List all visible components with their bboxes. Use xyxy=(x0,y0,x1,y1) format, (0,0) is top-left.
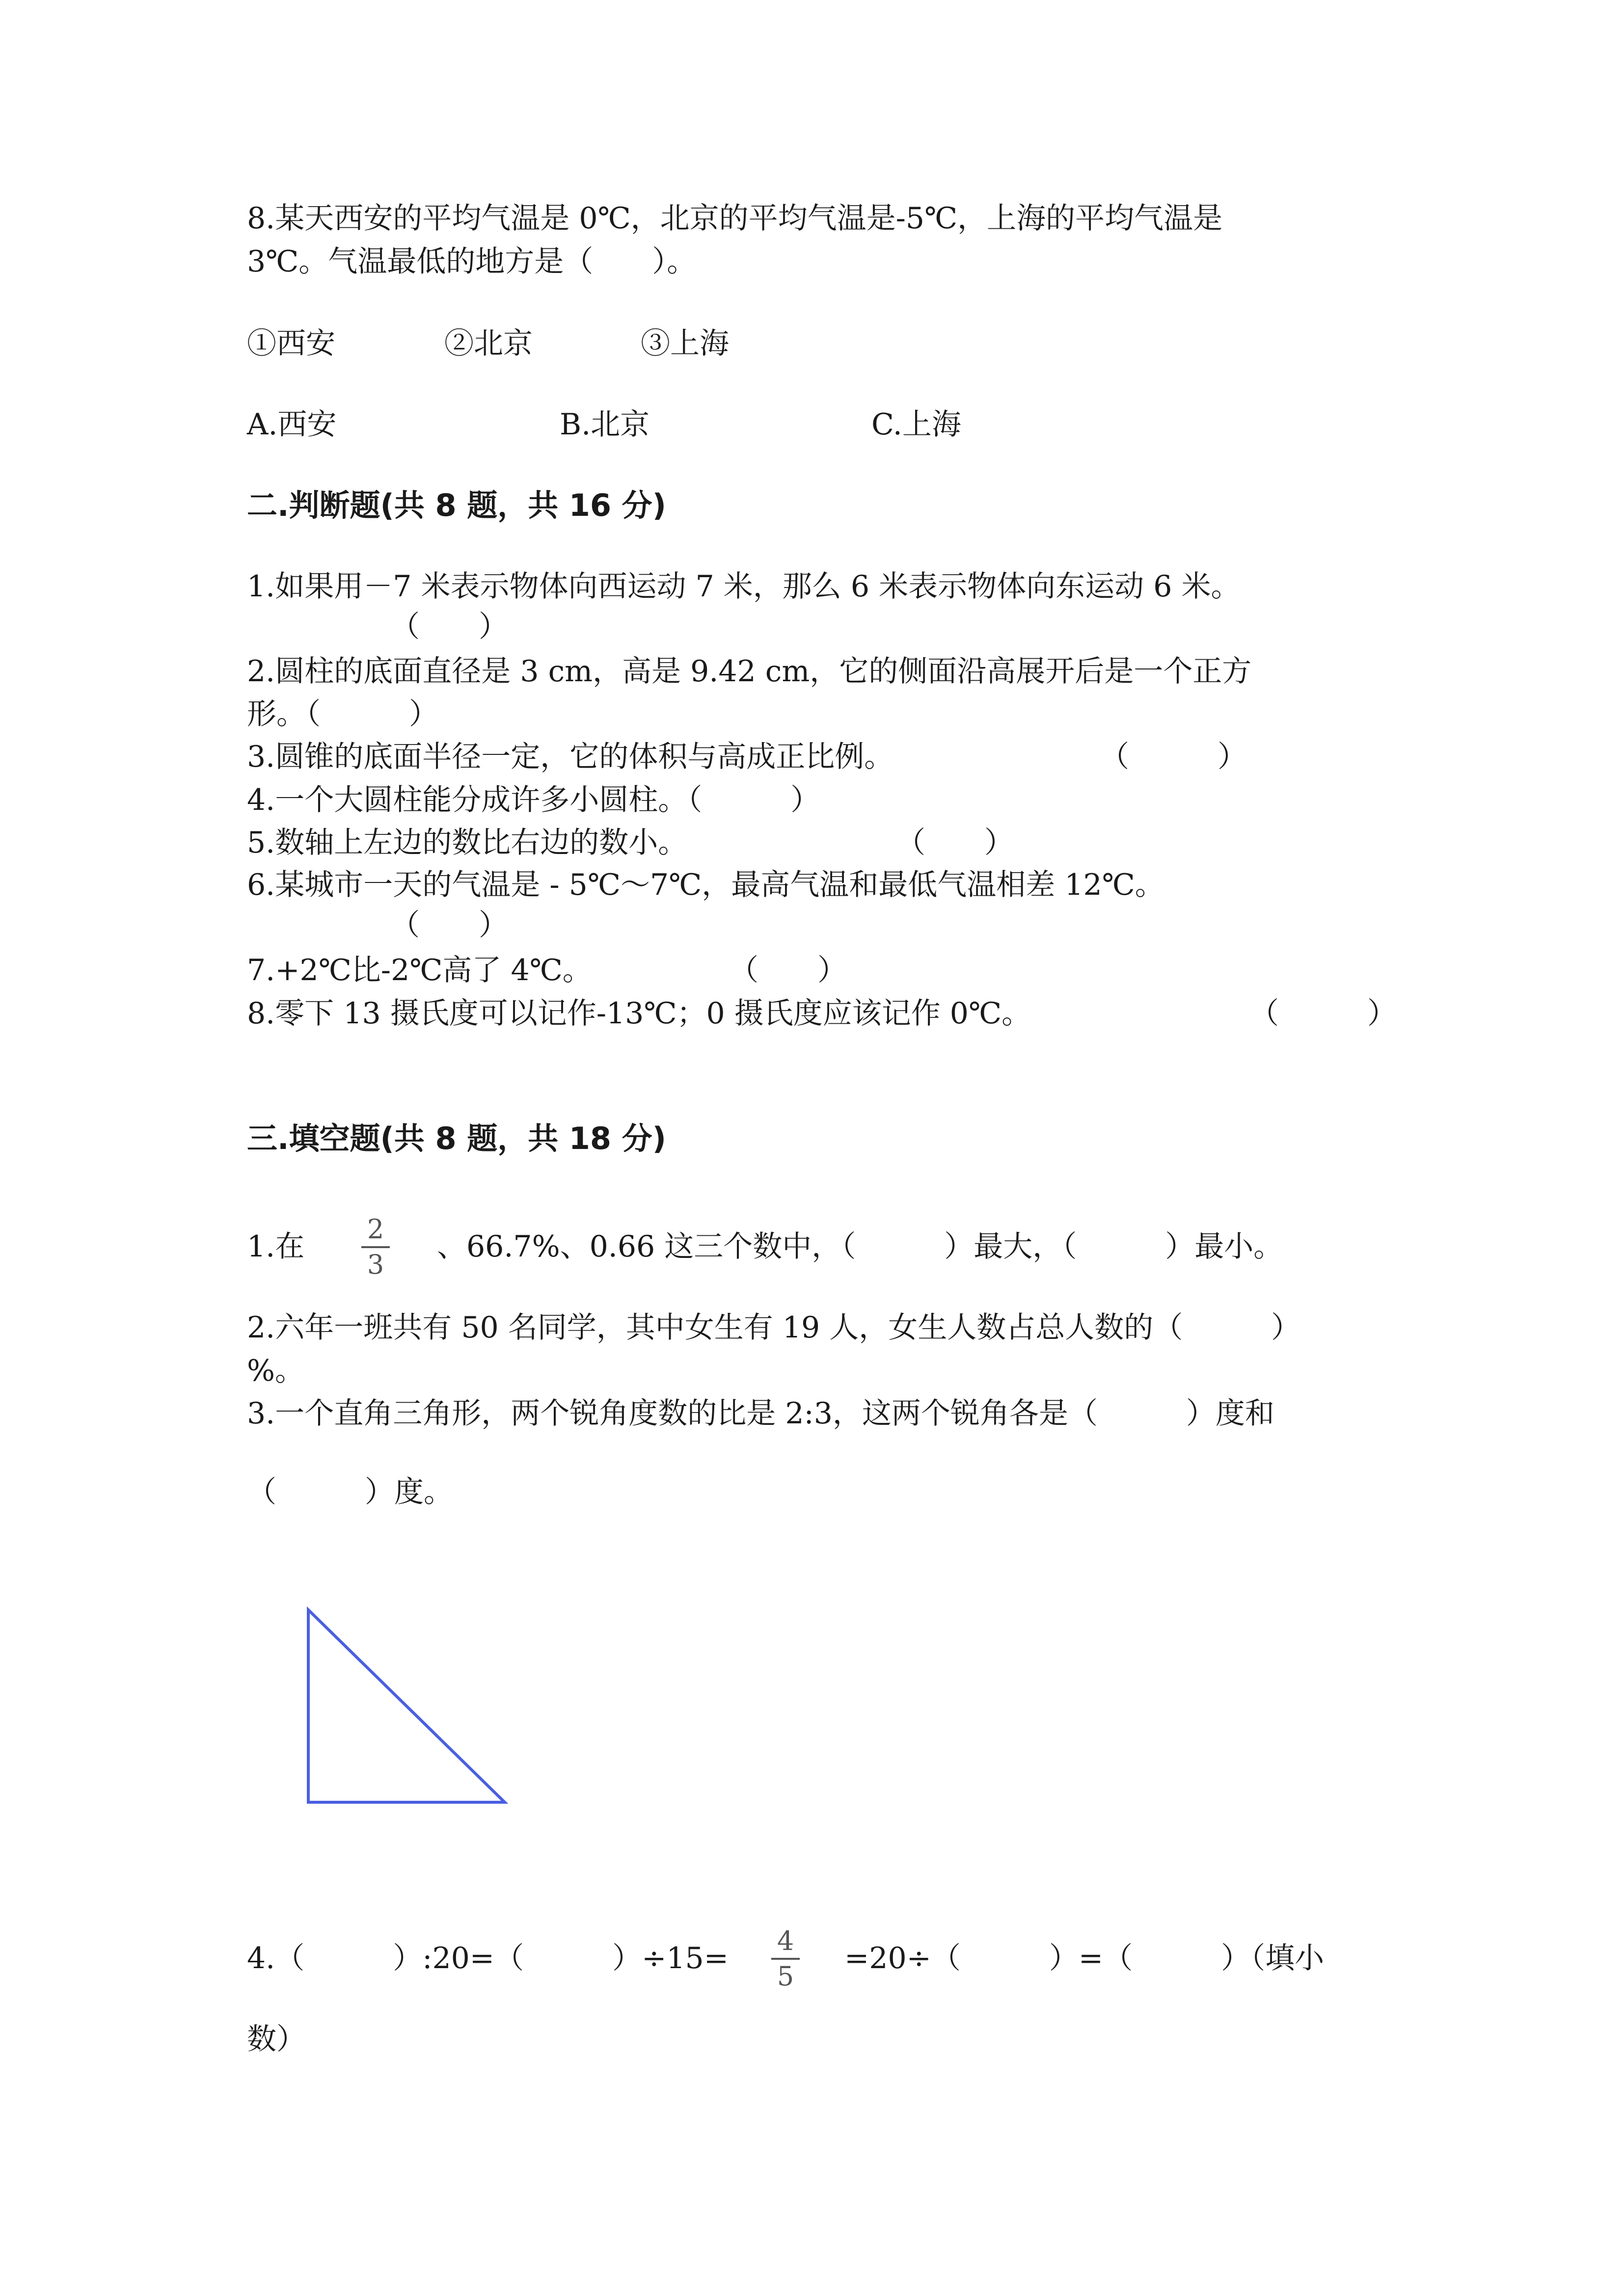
fill-q4-fraction-bar xyxy=(771,1958,800,1960)
tf-q8: 8.零下 13 摄氏度可以记作-13℃；0 摄氏度应该记作 0℃。 xyxy=(247,996,1031,1031)
fill-q4-fraction-numerator: 4 xyxy=(777,1925,794,1956)
tf-q2-line2: 形。（ ） xyxy=(247,697,438,731)
section3-heading: 三.填空题(共 8 题，共 18 分) xyxy=(247,1121,666,1156)
fill-q1-fraction-denominator: 3 xyxy=(367,1249,384,1280)
tf-q6: 6.某城市一天的气温是 - 5℃～7℃，最高气温和最低气温相差 12℃。 xyxy=(247,868,1164,902)
tf-q1-blank: （ ） xyxy=(390,610,508,644)
fill-q4-line2: 数） xyxy=(247,2022,306,2056)
section2-heading: 二.判断题(共 8 题，共 16 分) xyxy=(247,487,666,523)
tf-q4: 4.一个大圆柱能分成许多小圆柱。（ ） xyxy=(247,783,820,817)
tf-q3: 3.圆锥的底面半径一定，它的体积与高成正比例。 xyxy=(247,740,894,774)
tf-q7-blank: （ ） xyxy=(729,953,847,988)
tf-q5-blank: （ ） xyxy=(896,826,1014,860)
fill-q2-line2: %。 xyxy=(247,1354,305,1388)
fill-q1-fraction xyxy=(358,1215,393,1280)
tf-q5: 5.数轴上左边的数比右边的数小。 xyxy=(247,826,688,860)
fill-q2-line1: 2.六年一班共有 50 名同学，其中女生有 19 人，女生人数占总人数的（ ） xyxy=(247,1310,1301,1345)
fill-q3-line1: 3.一个直角三角形，两个锐角度数的比是 2:3，这两个锐角各是（ ）度和 xyxy=(247,1396,1274,1431)
choice-q8-option-c: C.上海 xyxy=(871,407,961,442)
right-triangle-shape xyxy=(308,1610,505,1802)
fill-q4-fraction-denominator: 5 xyxy=(777,1961,794,1992)
tf-q7: 7.+2℃比-2℃高了 4℃。 xyxy=(247,953,592,988)
fill-q1-fraction-bar xyxy=(361,1246,390,1248)
choice-q8-option-a: A.西安 xyxy=(247,407,337,442)
right-triangle-figure xyxy=(295,1600,520,1816)
fill-q4-part2: =20÷（ ）=（ ）（填小 xyxy=(844,1941,1325,1976)
choice-q8-option-b: B.北京 xyxy=(560,407,650,442)
choice-q8-circled-3: ③上海 xyxy=(641,326,729,361)
tf-q8-blank: （ ） xyxy=(1249,996,1397,1031)
fill-q4-part1: 4.（ ）:20=（ ）÷15= xyxy=(247,1941,729,1976)
tf-q2-line1: 2.圆柱的底面直径是 3 cm，高是 9.42 cm，它的侧面沿高展开后是一个正方 xyxy=(247,654,1252,689)
tf-q6-blank: （ ） xyxy=(390,908,508,942)
fill-q1-prefix: 1.在 xyxy=(247,1229,305,1264)
fill-q4-fraction xyxy=(768,1926,803,1991)
fill-q1-fraction-numerator: 2 xyxy=(367,1214,384,1245)
choice-q8-line1: 8.某天西安的平均气温是 0℃，北京的平均气温是-5℃，上海的平均气温是 xyxy=(247,201,1223,236)
tf-q3-blank: （ ） xyxy=(1100,740,1247,774)
choice-q8-circled-2: ②北京 xyxy=(444,326,533,361)
fill-q1-rest: 、66.7%、0.66 这三个数中，（ ）最大，（ ）最小。 xyxy=(437,1229,1283,1264)
fill-q3-line2: （ ）度。 xyxy=(247,1475,453,1509)
choice-q8-circled-1: ①西安 xyxy=(247,326,335,361)
tf-q1: 1.如果用－7 米表示物体向西运动 7 米，那么 6 米表示物体向东运动 6 米。 xyxy=(247,569,1241,604)
choice-q8-line2: 3℃。气温最低的地方是（ ）。 xyxy=(247,244,697,279)
